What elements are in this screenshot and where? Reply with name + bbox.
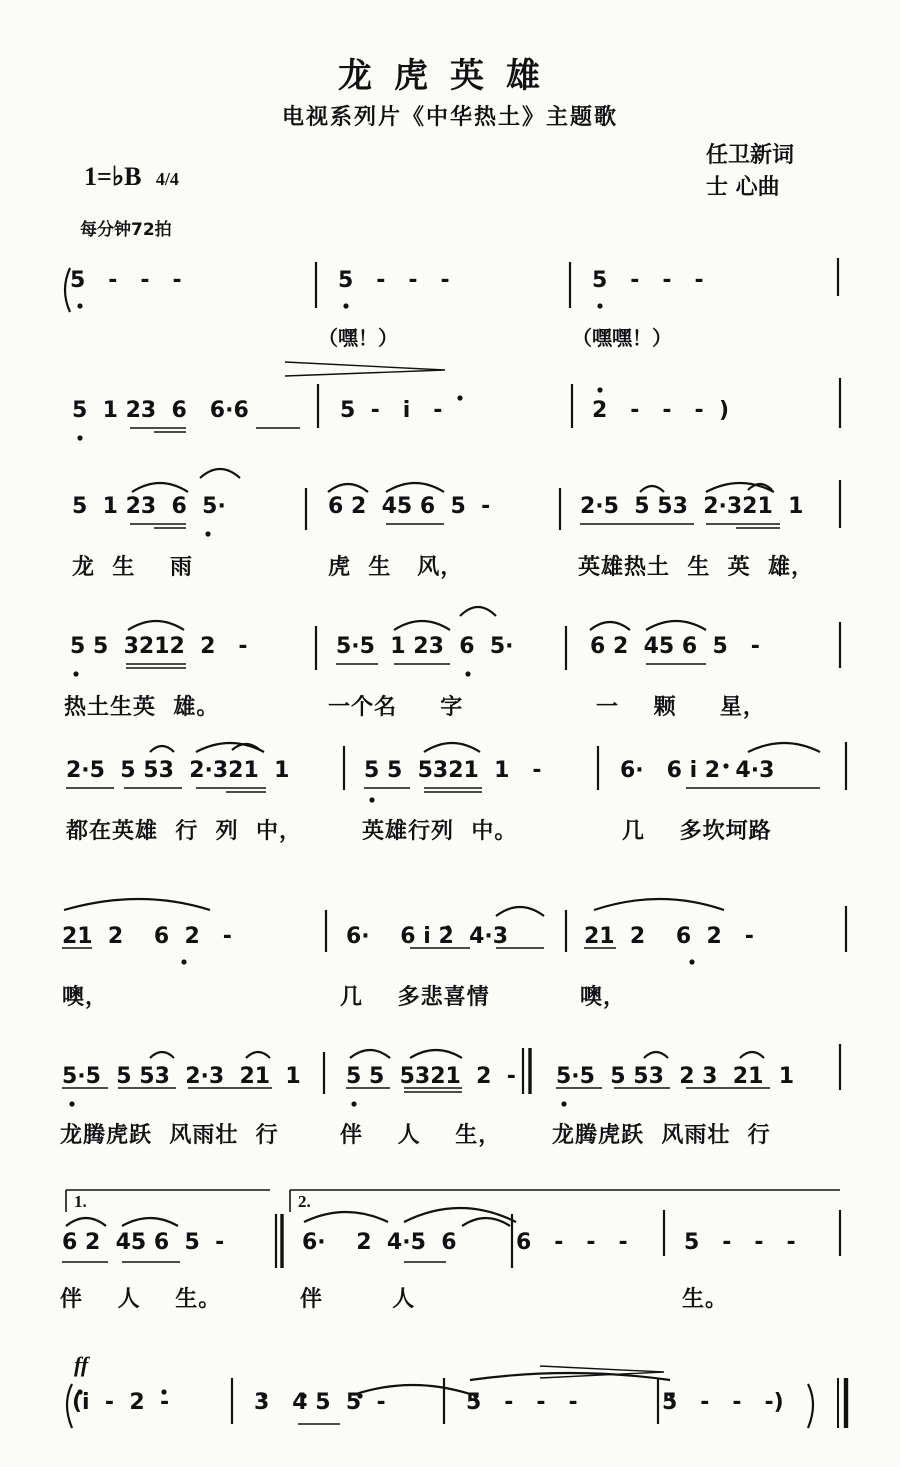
notes-line-3-bar-2: 6 2 45 6 5 - bbox=[328, 494, 491, 519]
composer-credit: 士 心曲 bbox=[706, 175, 780, 200]
lyrics-line-6-bar-2: 几 多悲喜情 bbox=[340, 985, 490, 1010]
lyrics-line-8-bar-2: 伴 人 bbox=[300, 1287, 416, 1312]
notes-line-4-bar-1: 5 5 3212 2 - bbox=[70, 634, 248, 659]
notes-line-9-bar-4: 5 - - -) bbox=[662, 1390, 784, 1415]
lyrics-line-8-bar-1: 伴 人 生。 bbox=[60, 1287, 222, 1312]
lyrics-line-5-bar-1: 都在英雄 行 列 中， bbox=[66, 819, 302, 844]
notes-line-7-bar-2: 5 5 5321 2 - bbox=[346, 1064, 516, 1089]
notes-line-3-bar-1: 5 1 23 6 5· bbox=[72, 494, 226, 519]
tempo-marking: 每分钟72拍 bbox=[80, 220, 172, 240]
lyrics-line-3-bar-3: 英雄热土 生 英 雄， bbox=[578, 555, 814, 580]
lyrics-line-6-bar-1: 噢， bbox=[62, 985, 109, 1010]
decrescendo-hairpin bbox=[285, 362, 445, 376]
lyrics-line-7-bar-1: 龙腾虎跃 风雨壮 行 bbox=[60, 1123, 279, 1148]
notes-line-8-bar-4: 5 - - - bbox=[684, 1230, 796, 1255]
lyrics-line-7-bar-2: 伴 人 生， bbox=[340, 1123, 502, 1148]
notes-line-5-bar-2: 5 5 5321 1 - bbox=[364, 758, 542, 783]
lyrics-line-4-bar-3: 一 颗 星， bbox=[596, 695, 766, 720]
notes-line-5-bar-1: 2·5 5 53 2·321 1 bbox=[66, 758, 290, 783]
key-signature: 1=♭B bbox=[84, 162, 142, 191]
time-signature: 4/4 bbox=[155, 169, 179, 189]
notes-line-3-bar-3: 2·5 5 53 2·321 1 bbox=[580, 494, 804, 519]
lyrics-line-3-bar-1: 龙 生 雨 bbox=[72, 555, 193, 580]
notes-line-6-bar-1: 21 2 6 2 - bbox=[62, 924, 232, 949]
notes-line-9-bar-3: 5 - - - bbox=[466, 1390, 578, 1415]
song-subtitle: 电视系列片《中华热土》主题歌 bbox=[281, 105, 618, 130]
notes-line-5-bar-3: 6· 6 i 2 4·3 bbox=[620, 758, 775, 783]
notes-line-8-bar-1: 6 2 45 6 5 - bbox=[62, 1230, 225, 1255]
notes-line-2-bar-2: 5 - i - bbox=[340, 398, 443, 423]
lyrics-line-7-bar-3: 龙腾虎跃 风雨壮 行 bbox=[552, 1123, 771, 1148]
notes-line-9-bar-2: 3 4 5 5 - bbox=[254, 1390, 386, 1415]
notes-line-9-bar-1: (i - 2 - bbox=[72, 1390, 170, 1415]
interjection-2: （嘿嘿！） bbox=[572, 326, 672, 350]
notes-line-6-bar-3: 21 2 6 2 - bbox=[584, 924, 754, 949]
notes-line-6-bar-2: 6· 6 i 2 4·3 bbox=[346, 924, 509, 949]
lyrics-line-6-bar-3: 噢， bbox=[580, 985, 627, 1010]
notes-line-4-bar-2: 5·5 1 23 6 5· bbox=[336, 634, 514, 659]
lyrics-line-5-bar-3: 几 多坎坷路 bbox=[622, 819, 772, 844]
notes-line-2-bar-1: 5 1 23 6 6·6 bbox=[72, 398, 249, 423]
notes-line-4-bar-3: 6 2 45 6 5 - bbox=[590, 634, 760, 659]
volta-2: 2. bbox=[298, 1192, 311, 1211]
notes-line-1-bar-1: 5 - - - bbox=[70, 268, 182, 293]
lyrics-line-5-bar-2: 英雄行列 中。 bbox=[362, 819, 518, 844]
lyrics-line-8-bar-3: 生。 bbox=[682, 1287, 729, 1312]
closing-paren bbox=[808, 1384, 813, 1428]
volta-1: 1. bbox=[74, 1192, 87, 1211]
lyrics-line-4-bar-2: 一个名 字 bbox=[328, 695, 464, 720]
dynamic-fortissimo: ff bbox=[74, 1352, 89, 1377]
notes-line-2-bar-3: 2 - - - ) bbox=[592, 398, 730, 423]
notes-line-1-bar-3: 5 - - - bbox=[592, 268, 704, 293]
notes-line-1-bar-2: 5 - - - bbox=[338, 268, 450, 293]
notes-line-8-bar-3: 6 - - - bbox=[516, 1230, 628, 1255]
lyrics-line-3-bar-2: 虎 生 风， bbox=[328, 555, 464, 580]
lyrics-line-4-bar-1: 热土生英 雄。 bbox=[64, 695, 220, 720]
notes-line-8-bar-2: 6· 2 4·5 6 bbox=[302, 1230, 457, 1255]
song-title: 龙虎英雄 bbox=[338, 56, 562, 96]
interjection-1: （嘿！） bbox=[318, 326, 398, 350]
notes-line-7-bar-1: 5·5 5 53 2·3 21 1 bbox=[62, 1064, 301, 1089]
lyricist-credit: 任卫新词 bbox=[706, 143, 795, 168]
notes-line-7-bar-3: 5·5 5 53 2 3 21 1 bbox=[556, 1064, 795, 1089]
